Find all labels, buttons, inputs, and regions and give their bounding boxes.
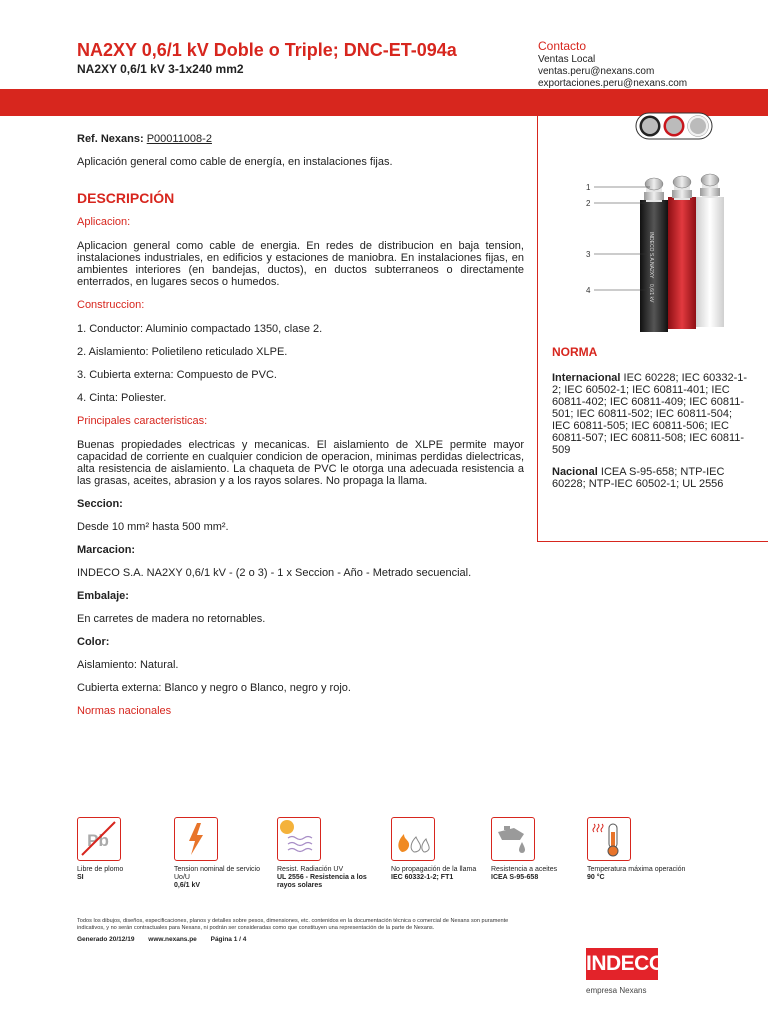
internacional-text: IEC 60228; IEC 60332-1-2; IEC 60502-1; IEC 60811-401; IEC 60811-402; IEC 60811-409; IEC 60811-501; IEC 60811-502; IEC 60811-504; IEC 60811-505; IEC 60811-506; IEC 60811-507; IEC 60811-508; IEC 60811-509 (552, 372, 748, 456)
property-voltage (174, 817, 274, 890)
flame-icon (391, 817, 435, 861)
cable-print-text: 0,6/1 kV (648, 284, 654, 303)
marcacion-text: INDECO S.A. NA2XY 0,6/1 kV - (2 o 3) - 1 x Seccion - Año - Metrado secuencial. (77, 567, 472, 579)
property-temperature (587, 817, 687, 882)
nacional-label: Nacional (552, 466, 598, 478)
property-label: Tension nominal de servicio Uo/U (174, 866, 260, 881)
main-content (77, 133, 524, 729)
embalaje-text: En carretes de madera no retornables. (77, 613, 266, 625)
thermometer-icon (587, 817, 631, 861)
footer (77, 936, 258, 943)
contact-email-local[interactable]: ventas.peru@nexans.com (538, 66, 655, 77)
callout-label: 3 (586, 250, 591, 259)
document-subtitle: NA2XY 0,6/1 kV 3-1x240 mm2 (77, 62, 244, 76)
construccion-item: 3. Cubierta externa: Compuesto de PVC. (77, 369, 277, 381)
website-link[interactable]: www.nexans.pe (148, 936, 197, 943)
callout-label: 2 (586, 199, 591, 208)
uv-radiation-icon (277, 817, 321, 861)
property-value: 0,6/1 kV (174, 882, 201, 889)
cable-cross-section (636, 113, 712, 139)
reference-line (77, 133, 524, 145)
contact-email-export[interactable]: exportaciones.peru@nexans.com (538, 78, 688, 89)
voltage-icon (174, 817, 218, 861)
page-number: Página 1 / 4 (210, 936, 247, 943)
color-label: Color: (77, 636, 110, 648)
property-value: IEC 60332-1-2; FT1 (391, 874, 454, 881)
property-oil (491, 817, 591, 882)
norma-internacional (552, 372, 752, 456)
construccion-label: Construccion: (77, 299, 145, 311)
reference-label: Ref. Nexans: (77, 133, 144, 145)
construccion-item: 4. Cinta: Poliester. (77, 392, 167, 404)
callout-label: 1 (586, 183, 591, 192)
seccion-label: Seccion: (77, 498, 123, 510)
seccion-text: Desde 10 mm² hasta 500 mm². (77, 521, 229, 533)
aplicacion-text: Aplicacion general como cable de energia. En redes de distribucion en baja tension, instalaciones industriales, en edificios y estaciones de maniobra. En instalaciones fijas, en ambientes interiores (en bandejas, ductos), en ductos subterraneos o directamente enterrados, en lugares secos o humedos. (77, 240, 524, 288)
property-label: No propagación de la llama (391, 866, 477, 873)
property-value: ICEA S-95-658 (491, 874, 539, 881)
norma-nacional (552, 466, 752, 490)
norma-block (552, 346, 752, 500)
nacional-text: ICEA S-95-658; NTP-IEC 60228; NTP-IEC 60502-1; UL 2556 (552, 466, 725, 490)
callout-label: 4 (586, 286, 591, 295)
property-label: Resistencia a aceites (491, 866, 558, 873)
cable-print-text: INDECO S.A. (648, 232, 654, 263)
property-value: SI (77, 874, 84, 881)
document-title: NA2XY 0,6/1 kV Doble o Triple; DNC-ET-094a (77, 40, 457, 60)
embalaje-label: Embalaje: (77, 590, 129, 602)
logo-brand: INDECO (586, 948, 658, 980)
lead-free-icon (77, 817, 121, 861)
cable-illustration (580, 112, 750, 337)
property-label: Temperatura máxima operación (587, 866, 686, 873)
aplicacion-label: Aplicacion: (77, 216, 131, 228)
caracteristicas-text: Buenas propiedades electricas y mecanicas. El aislamiento de XLPE permite mayor capacidad de corriente en cualquier condicion de operacion, minimas perdidas dielectricas, alta resistencia de aislamiento. La chaqueta de PVC le otorga una adecuada resistencia a las grasas, aceites, abrasion y a los rayos solares. No propaga la llama. (77, 439, 524, 487)
property-flame (391, 817, 491, 882)
cable-print-text: NA2XY (648, 262, 654, 279)
property-value: UL 2556 - Resistencia a los rayos solares (277, 874, 367, 889)
oil-resistance-icon (491, 817, 535, 861)
legal-footnote: Todos los dibujos, diseños, especificaciones, planos y detalles sobre pesos, dimensiones, etc. contenidos en la documentación técnica o comercial de Nexans son puramente indicativos, y no serán contractuales para Nexans, ni podrán ser consideradas como que constituyen una representación de la parte de Nexans. (77, 918, 509, 931)
norma-heading: NORMA (552, 345, 598, 359)
contact-line: Ventas Local (538, 54, 596, 65)
property-lead-free (77, 817, 177, 882)
lead-symbol: Pb (87, 831, 109, 850)
caracteristicas-label: Principales caracteristicas: (77, 415, 208, 427)
normas-nacionales-label: Normas nacionales (77, 705, 172, 717)
property-label: Libre de plomo (77, 866, 124, 873)
property-uv (277, 817, 377, 890)
intro-text: Aplicación general como cable de energía, en instalaciones fijas. (77, 156, 393, 168)
property-value: 90 °C (587, 874, 605, 881)
internacional-label: Internacional (552, 372, 621, 384)
property-label: Resist. Radiación UV (277, 866, 344, 873)
color-cubierta: Cubierta externa: Blanco y negro o Blanco, negro y rojo. (77, 682, 351, 694)
description-heading: DESCRIPCIÓN (77, 190, 175, 206)
indeco-logo (586, 948, 666, 995)
contact-block (538, 40, 758, 90)
logo-tagline: empresa Nexans (586, 986, 647, 995)
contact-heading: Contacto (538, 39, 587, 53)
generated-date: Generado 20/12/19 (77, 936, 135, 943)
construccion-item: 1. Conductor: Aluminio compactado 1350, clase 2. (77, 323, 323, 335)
color-aislamiento: Aislamiento: Natural. (77, 659, 179, 671)
reference-link[interactable]: P00011008-2 (146, 133, 212, 145)
marcacion-label: Marcacion: (77, 544, 136, 556)
construccion-item: 2. Aislamiento: Polietileno reticulado XLPE. (77, 346, 288, 358)
